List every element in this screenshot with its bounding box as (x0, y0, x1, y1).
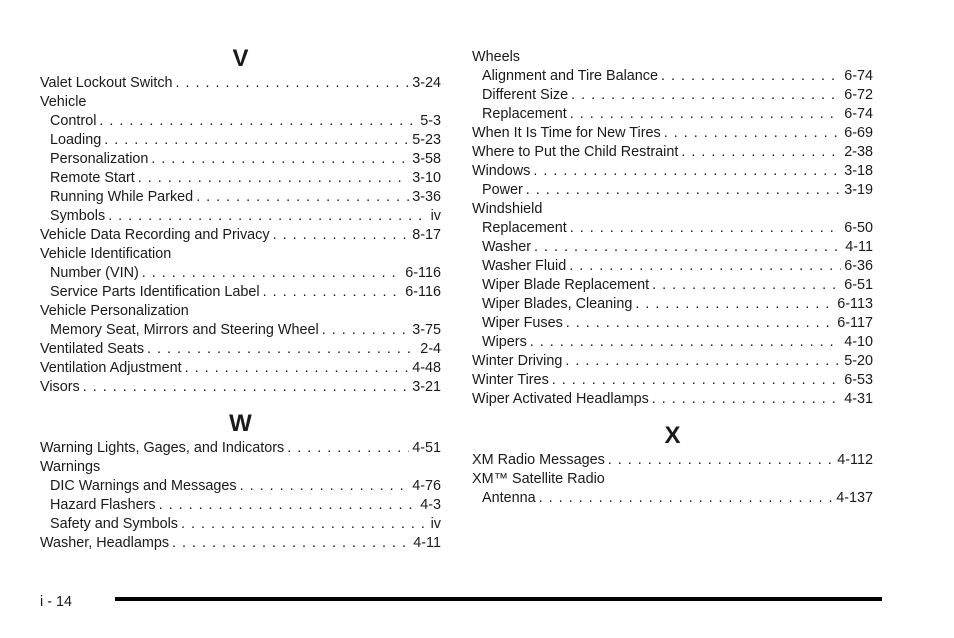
entry-label: Control (50, 113, 97, 129)
index-column-left (40, 44, 441, 553)
entry-page: 4-11 (845, 239, 873, 255)
entry-page: 6-117 (837, 315, 873, 331)
index-subentry (472, 276, 873, 295)
leader-dots (552, 371, 841, 390)
index-entry (40, 245, 441, 264)
entry-label: Wiper Activated Headlamps (472, 391, 649, 407)
index-subentry (472, 314, 873, 333)
entry-page: 5-23 (412, 132, 441, 148)
index-subentry (40, 283, 441, 302)
entry-label: Windows (472, 163, 531, 179)
entry-page: 4-31 (844, 391, 873, 407)
entry-page: iv (430, 516, 441, 532)
entry-label: XM™ Satellite Radio (472, 471, 605, 487)
leader-dots (571, 86, 841, 105)
entry-label: Ventilated Seats (40, 341, 145, 357)
index-entry (472, 143, 873, 162)
index-entry (472, 390, 873, 409)
leader-dots (287, 439, 409, 458)
footer-rule (115, 597, 882, 601)
entry-page: 3-19 (844, 182, 873, 198)
entry-label: Vehicle Data Recording and Privacy (40, 227, 270, 243)
leader-dots (661, 67, 841, 86)
index-entry (40, 226, 441, 245)
index-subentry (40, 150, 441, 169)
leader-dots (159, 496, 418, 515)
section-spacer (472, 409, 873, 421)
entry-page: 3-10 (412, 170, 441, 186)
entry-label: Different Size (482, 87, 569, 103)
entry-page: 6-51 (844, 277, 873, 293)
leader-dots (181, 515, 428, 534)
entry-label: Hazard Flashers (50, 497, 156, 513)
entry-page: 3-18 (844, 163, 873, 179)
entry-label: Warnings (40, 459, 101, 475)
index-subentry (472, 86, 873, 105)
entry-label: Replacement (482, 106, 567, 122)
entry-label: Vehicle Personalization (40, 303, 189, 319)
leader-dots (570, 219, 841, 238)
index-entry (40, 439, 441, 458)
entry-page: 3-58 (412, 151, 441, 167)
leader-dots (530, 333, 841, 352)
entry-page: 4-112 (837, 452, 873, 468)
section-letter: V (232, 45, 249, 72)
entry-page: 6-69 (844, 125, 873, 141)
index-entry (40, 458, 441, 477)
entry-label: Wheels (472, 49, 520, 65)
leader-dots (196, 188, 409, 207)
entry-page: 3-36 (412, 189, 441, 205)
index-subentry (40, 169, 441, 188)
index-subentry (40, 477, 441, 496)
entry-label: When It Is Time for New Tires (472, 125, 661, 141)
index-entry (472, 470, 873, 489)
index-entry (472, 200, 873, 219)
index-entry (472, 124, 873, 143)
index-subentry (40, 264, 441, 283)
leader-dots (138, 169, 409, 188)
entry-label: XM Radio Messages (472, 452, 605, 468)
page-number: i - 14 (40, 594, 72, 610)
index-entry (472, 162, 873, 181)
entry-label: Personalization (50, 151, 149, 167)
entry-label: Running While Parked (50, 189, 194, 205)
entry-label: Alignment and Tire Balance (482, 68, 658, 84)
entry-page: 3-21 (412, 379, 441, 395)
leader-dots (681, 143, 841, 162)
index-subentry (472, 333, 873, 352)
leader-dots (608, 451, 834, 470)
leader-dots (172, 534, 410, 553)
leader-dots (570, 105, 841, 124)
entry-label: Winter Tires (472, 372, 549, 388)
entry-page: 2-4 (420, 341, 441, 357)
index-entry (472, 48, 873, 67)
entry-label: Washer (482, 239, 532, 255)
index-subentry (472, 295, 873, 314)
index-subentry (472, 238, 873, 257)
entry-page: 3-24 (412, 75, 441, 91)
entry-label: Replacement (482, 220, 567, 236)
index-subentry (472, 181, 873, 200)
leader-dots (263, 283, 403, 302)
entry-label: Valet Lockout Switch (40, 75, 173, 91)
entry-label: Vehicle (40, 94, 87, 110)
leader-dots (147, 340, 417, 359)
entry-page: 4-76 (412, 478, 441, 494)
entry-page: 6-74 (844, 106, 873, 122)
entry-page: 4-137 (836, 490, 873, 506)
leader-dots (533, 162, 841, 181)
index-subentry (40, 321, 441, 340)
entry-label: Washer Fluid (482, 258, 567, 274)
index-entry (472, 352, 873, 371)
leader-dots (99, 112, 417, 131)
entry-label: Power (482, 182, 523, 198)
entry-page: 6-74 (844, 68, 873, 84)
entry-label: Warning Lights, Gages, and Indicators (40, 440, 285, 456)
entry-label: Where to Put the Child Restraint (472, 144, 679, 160)
leader-dots (104, 131, 409, 150)
entry-label: Ventilation Adjustment (40, 360, 182, 376)
index-subentry (40, 131, 441, 150)
leader-dots (539, 489, 834, 508)
entry-page: 6-53 (844, 372, 873, 388)
entry-page: 4-11 (413, 535, 441, 551)
entry-page: iv (430, 208, 441, 224)
leader-dots (240, 477, 410, 496)
index-subentry (472, 219, 873, 238)
leader-dots (83, 378, 409, 397)
entry-label: Wipers (482, 334, 527, 350)
index-subentry (40, 515, 441, 534)
leader-dots (635, 295, 834, 314)
index-entry (40, 302, 441, 321)
leader-dots (569, 257, 841, 276)
leader-dots (526, 181, 841, 200)
entry-page: 6-50 (844, 220, 873, 236)
entry-label: Safety and Symbols (50, 516, 178, 532)
index-entry (40, 359, 441, 378)
entry-label: Loading (50, 132, 102, 148)
entry-label: Remote Start (50, 170, 135, 186)
entry-label: Windshield (472, 201, 543, 217)
leader-dots (566, 314, 834, 333)
entry-label: DIC Warnings and Messages (50, 478, 237, 494)
index-subentry (40, 188, 441, 207)
entry-label: Memory Seat, Mirrors and Steering Wheel (50, 322, 319, 338)
entry-label: Antenna (482, 490, 536, 506)
index-subentry (40, 496, 441, 515)
entry-label: Wiper Fuses (482, 315, 563, 331)
entry-page: 5-3 (420, 113, 441, 129)
leader-dots (176, 74, 410, 93)
index-subentry (40, 207, 441, 226)
section-letter: W (229, 410, 252, 437)
leader-dots (664, 124, 841, 143)
index-entry (40, 74, 441, 93)
entry-label: Number (VIN) (50, 265, 139, 281)
entry-page: 5-20 (844, 353, 873, 369)
index-entry (40, 534, 441, 553)
entry-page: 6-36 (844, 258, 873, 274)
index-subentry (472, 257, 873, 276)
leader-dots (142, 264, 402, 283)
leader-dots (652, 390, 841, 409)
leader-dots (185, 359, 410, 378)
leader-dots (652, 276, 841, 295)
leader-dots (322, 321, 409, 340)
entry-label: Visors (40, 379, 80, 395)
index-subentry (472, 67, 873, 86)
index-subentry (40, 112, 441, 131)
entry-page: 6-116 (405, 265, 441, 281)
index-entry (40, 93, 441, 112)
entry-label: Vehicle Identification (40, 246, 172, 262)
entry-page: 4-48 (412, 360, 441, 376)
leader-dots (273, 226, 410, 245)
index-entry (40, 378, 441, 397)
index-entry (40, 340, 441, 359)
entry-page: 3-75 (412, 322, 441, 338)
index-entry (472, 371, 873, 390)
leader-dots (565, 352, 841, 371)
entry-label: Service Parts Identification Label (50, 284, 260, 300)
entry-page: 4-51 (412, 440, 441, 456)
index-subentry (472, 105, 873, 124)
section-letter: X (664, 422, 681, 449)
index-subentry (472, 489, 873, 508)
entry-page: 4-10 (844, 334, 873, 350)
entry-page: 6-116 (405, 284, 441, 300)
index-entry (472, 451, 873, 470)
entry-page: 8-17 (412, 227, 441, 243)
leader-dots (151, 150, 409, 169)
entry-label: Winter Driving (472, 353, 563, 369)
entry-label: Wiper Blade Replacement (482, 277, 650, 293)
entry-label: Wiper Blades, Cleaning (482, 296, 633, 312)
leader-dots (534, 238, 842, 257)
leader-dots (108, 207, 427, 226)
entry-page: 2-38 (844, 144, 873, 160)
index-column-right (472, 48, 873, 508)
entry-page: 6-113 (837, 296, 873, 312)
entry-page: 6-72 (844, 87, 873, 103)
entry-label: Symbols (50, 208, 106, 224)
entry-label: Washer, Headlamps (40, 535, 170, 551)
entry-page: 4-3 (420, 497, 441, 513)
section-spacer (40, 397, 441, 409)
